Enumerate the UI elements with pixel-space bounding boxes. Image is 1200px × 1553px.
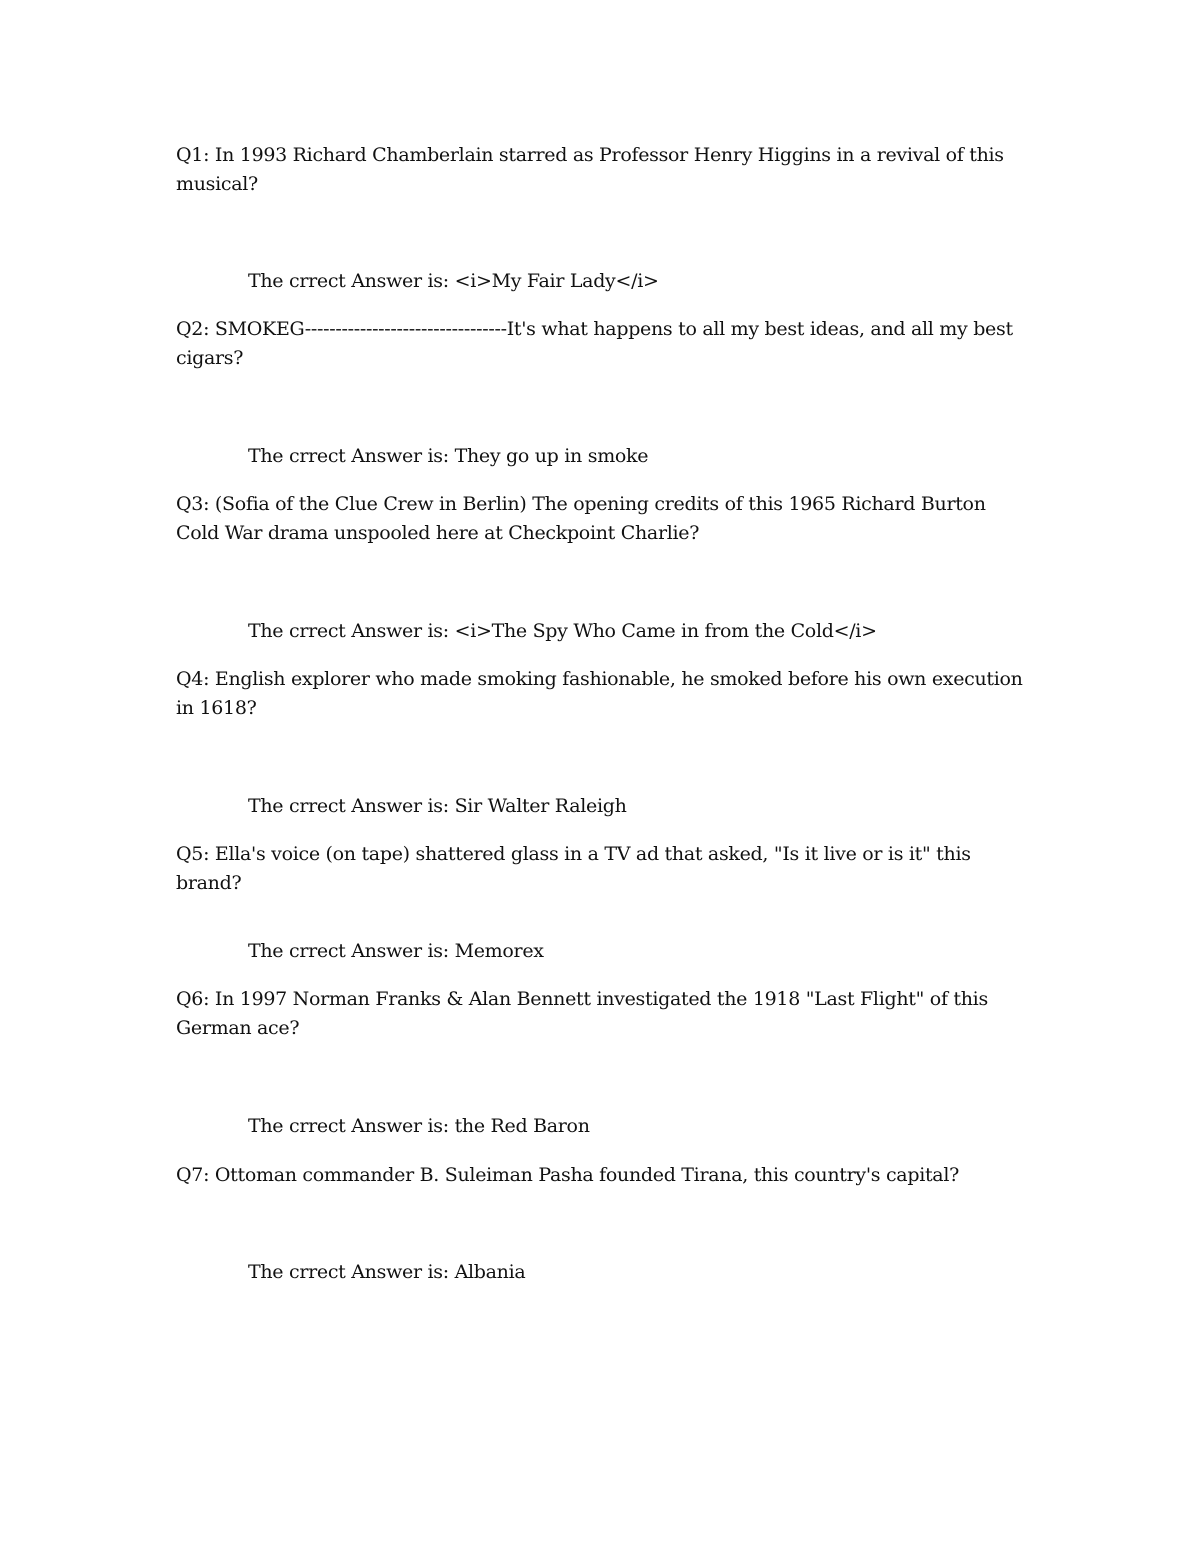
answer-line bbox=[248, 1112, 590, 1141]
answer-line bbox=[248, 937, 544, 966]
answer-value: Sir Walter Raleigh bbox=[454, 795, 627, 817]
answer-value: <i>My Fair Lady</i> bbox=[454, 270, 659, 292]
question-block-4 bbox=[176, 665, 1026, 817]
answer-value: Albania bbox=[454, 1261, 526, 1283]
answer-value: They go up in smoke bbox=[454, 445, 649, 467]
question-text: Q5: Ella's voice (on tape) shattered glass in a TV ad that asked, "Is it live or is it" this brand? bbox=[176, 843, 971, 894]
question-text: Q2: SMOKEG---------------------------------It's what happens to all my best ideas, and all my best cigars? bbox=[176, 318, 1013, 369]
answer-value: Memorex bbox=[454, 940, 544, 962]
answer-label: The crrect Answer is: bbox=[248, 940, 455, 962]
question-text: Q3: (Sofia of the Clue Crew in Berlin) The opening credits of this 1965 Richard Burton Cold War drama unspooled here at Checkpoint Charlie? bbox=[176, 493, 986, 544]
answer-label: The crrect Answer is: bbox=[248, 795, 455, 817]
question-text: Q7: Ottoman commander B. Suleiman Pasha founded Tirana, this country's capital? bbox=[176, 1164, 959, 1186]
question-block-3 bbox=[176, 490, 1026, 642]
answer-label: The crrect Answer is: bbox=[248, 1261, 455, 1283]
answer-label: The crrect Answer is: bbox=[248, 620, 455, 642]
question-text: Q6: In 1997 Norman Franks & Alan Bennett investigated the 1918 "Last Flight" of this German ace? bbox=[176, 988, 988, 1039]
answer-line bbox=[248, 1258, 525, 1287]
answer-value: <i>The Spy Who Came in from the Cold</i> bbox=[454, 620, 877, 642]
answer-line bbox=[248, 267, 659, 296]
question-block-6 bbox=[176, 985, 1026, 1137]
question-block-7 bbox=[176, 1161, 1026, 1283]
answer-line bbox=[248, 442, 648, 471]
answer-label: The crrect Answer is: bbox=[248, 445, 455, 467]
question-text: Q4: English explorer who made smoking fashionable, he smoked before his own execution in 1618? bbox=[176, 668, 1023, 719]
answer-label: The crrect Answer is: bbox=[248, 1115, 455, 1137]
question-text: Q1: In 1993 Richard Chamberlain starred as Professor Henry Higgins in a revival of this musical? bbox=[176, 144, 1004, 195]
question-block-2 bbox=[176, 315, 1026, 467]
question-block-1 bbox=[176, 141, 1026, 292]
answer-line bbox=[248, 617, 877, 646]
answer-label: The crrect Answer is: bbox=[248, 270, 455, 292]
answer-line bbox=[248, 792, 627, 821]
question-block-5 bbox=[176, 840, 1026, 962]
answer-value: the Red Baron bbox=[454, 1115, 590, 1137]
